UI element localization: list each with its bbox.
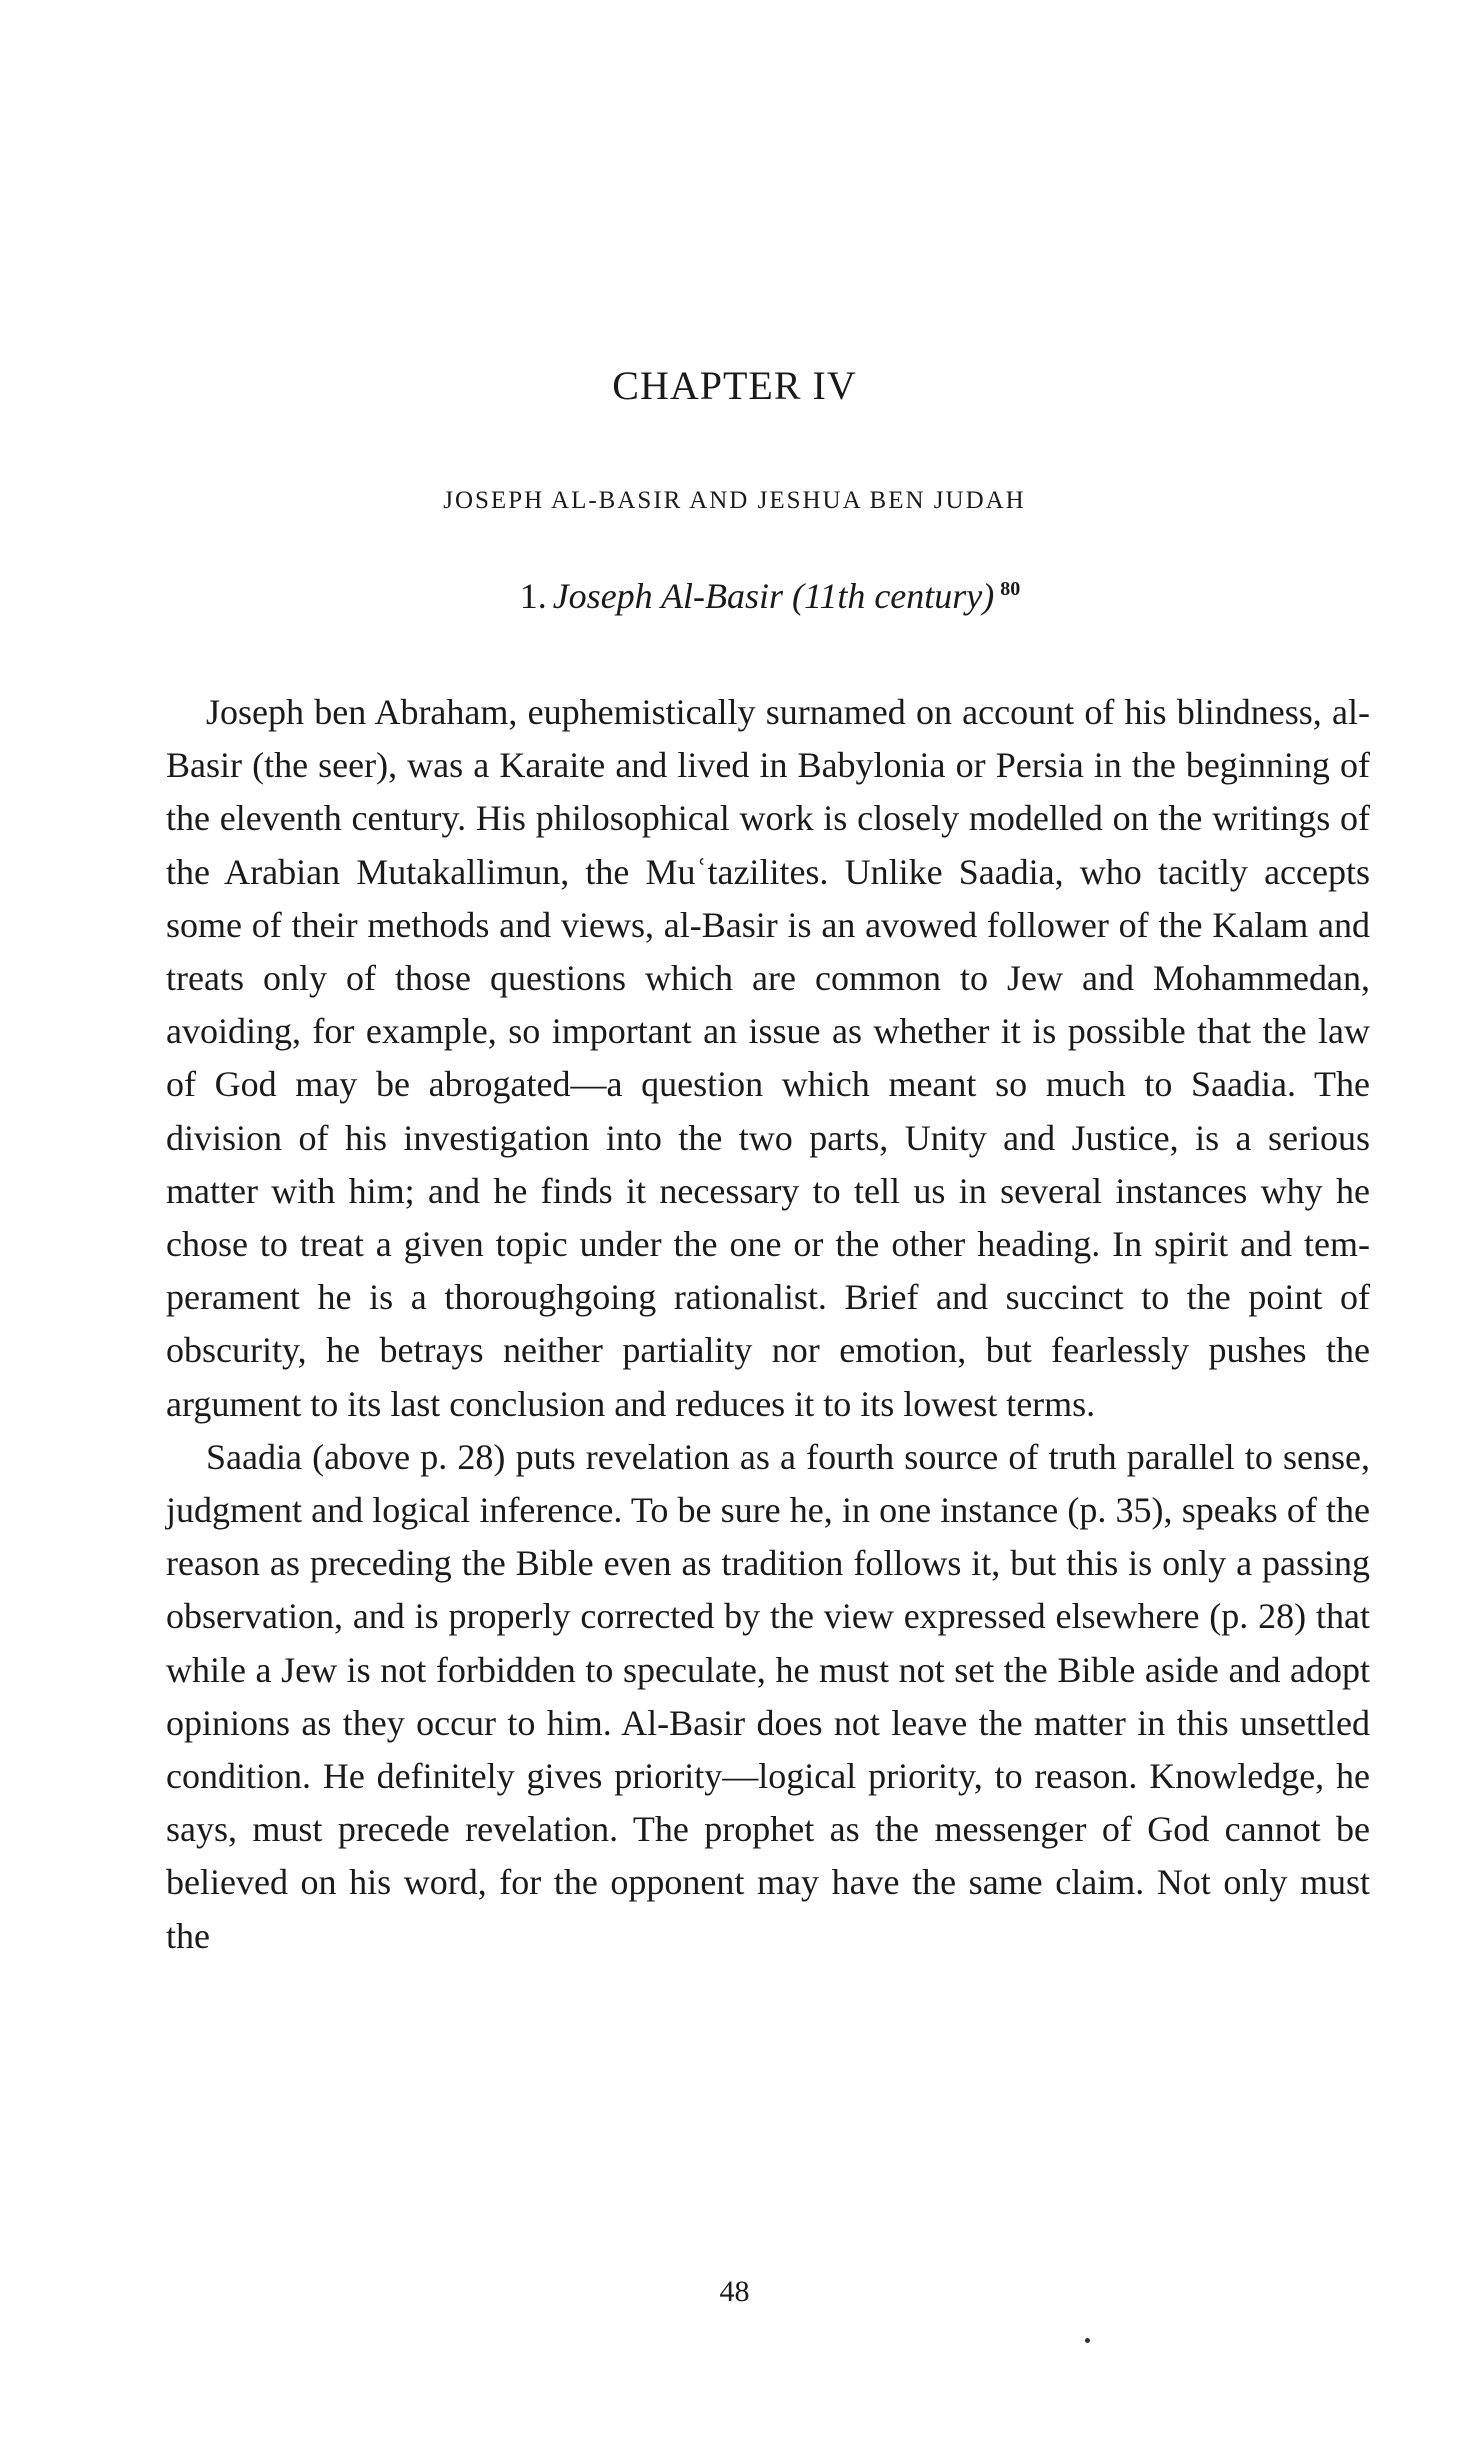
footnote-marker: 80 bbox=[1000, 578, 1021, 600]
paragraph-1: Joseph ben Abraham, euphemistically surnamed on account of his blindness, al-Basir (the seer), was a Karaite and lived in Babylonia or Persia in the beginning of the eleventh century. His philosophical work is closely modelled on the writings of the Arabian Mutakallimun, the Muʿtazilites. Unlike Saadia, who tacitly accepts some of their methods and views, al-Basir is an avowed follower of the Kalam and treats only of those questions which are common to Jew and Mohammedan, avoiding, for example, so important an issue as whether it is possible that the law of God may be abrogated—a question which meant so much to Saadia. The division of his investigation into the two parts, Unity and Justice, is a serious matter with him; and he finds it necessary to tell us in several instances why he chose to treat a given topic under the one or the other heading. In spirit and temperament he is a thoroughgoing rationalist. Brief and succinct to the point of obscurity, he betrays neither partiality nor emotion, but fearlessly pushes the argument to its last conclusion and reduces it to its lowest terms. bbox=[166, 692, 1370, 1424]
page-speck bbox=[1085, 2338, 1090, 2343]
body-text bbox=[166, 686, 1370, 1963]
section-heading bbox=[0, 575, 1469, 617]
section-title-end: ) bbox=[982, 576, 995, 616]
section-number: 1. bbox=[519, 576, 547, 616]
paragraph-2: Saadia (above p. 28) puts revelation as a fourth source of truth parallel to sense, judgment and logical inference. To be sure he, in one instance (p. 35), speaks of the reason as preceding the Bible even as tradition follows it, but this is only a passing observation, and is properly corrected by the view expressed elsewhere (p. 28) that while a Jew is not forbidden to speculate, he must not set the Bible aside and adopt opinions as they occur to him. Al-Basir does not leave the matter in this unsettled condition. He definitely gives priority—logical priority, to reason. Knowledge, he says, must precede revelation. The prophet as the messenger of God cannot be believed on his word, for the opponent may have the same claim. Not only must the bbox=[166, 1436, 1370, 1956]
section-title-start: Joseph Al-Basir ( bbox=[552, 576, 804, 616]
section-title-century: 11th century bbox=[804, 576, 983, 616]
chapter-subtitle: JOSEPH AL-BASIR AND JESHUA BEN JUDAH bbox=[443, 487, 1026, 514]
page-number: 48 bbox=[719, 2275, 750, 2308]
chapter-title: CHAPTER IV bbox=[612, 363, 857, 408]
section-title bbox=[553, 576, 995, 616]
